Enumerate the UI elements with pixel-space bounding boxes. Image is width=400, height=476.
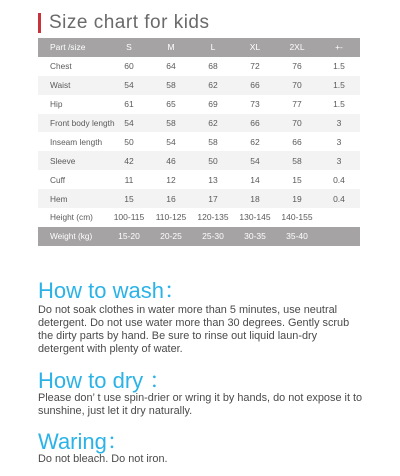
table-cell: 0.4: [333, 193, 345, 204]
table-cell: 70: [292, 80, 302, 91]
table-cell: 54: [166, 136, 176, 147]
table-cell: 60: [124, 61, 134, 72]
table-cell: 0.4: [333, 174, 345, 185]
table-cell: 16: [166, 193, 176, 204]
table-cell: 50: [208, 155, 218, 166]
table-cell: 58: [166, 80, 176, 91]
table-row: [38, 170, 360, 189]
table-cell: 58: [166, 118, 176, 128]
warning-text: Do not bleach. Do not iron.: [38, 453, 168, 465]
table-cell: 61: [124, 99, 134, 110]
table-cell: 50: [124, 136, 134, 147]
table-cell: 100-115: [113, 212, 145, 223]
table-cell: Hip: [50, 99, 63, 110]
table-cell: 3: [336, 155, 342, 166]
table-row: [38, 189, 360, 208]
table-cell: 19: [292, 193, 302, 204]
table-cell: 73: [250, 99, 260, 110]
table-cell: Hem: [50, 193, 68, 204]
table-cell: 12: [166, 174, 176, 185]
column-header: S: [126, 42, 132, 53]
table-cell: 62: [208, 118, 218, 128]
table-cell: 68: [208, 61, 218, 72]
table-cell: Sleeve: [50, 155, 76, 166]
table-cell: 62: [250, 136, 260, 147]
table-cell: 1.5: [333, 80, 345, 91]
table-row: [38, 76, 360, 95]
table-cell: 15: [292, 174, 302, 185]
table-cell: 20-25: [160, 231, 182, 242]
table-cell: 58: [208, 136, 218, 147]
table-header-row: [38, 38, 360, 57]
table-cell: 42: [124, 155, 134, 166]
table-row: [38, 132, 360, 151]
size-table: [38, 38, 360, 246]
table-cell: 58: [292, 155, 302, 166]
table-cell: 130-145: [239, 212, 271, 223]
column-header: 2XL: [289, 42, 305, 53]
table-cell: Chest: [50, 61, 72, 72]
table-cell: 1.5: [333, 99, 345, 110]
table-cell: Height (cm): [50, 212, 93, 223]
table-cell: Cuff: [50, 174, 66, 185]
table-cell: 69: [208, 99, 218, 110]
accent-bar: [38, 13, 41, 33]
column-header: L: [210, 42, 216, 53]
table-cell: 64: [166, 61, 176, 72]
table-cell: [318, 227, 360, 246]
table-cell: 77: [292, 99, 302, 110]
size-chart-title: Size chart for kids: [49, 12, 210, 33]
table-cell: Front body length: [50, 118, 115, 128]
column-header: +-: [335, 42, 343, 53]
table-row: [38, 151, 360, 170]
warning-title: Waring：: [38, 429, 129, 454]
table-cell: 54: [124, 80, 134, 91]
table-cell: 18: [250, 193, 260, 204]
dry-instructions-text: Please don’ t use spin-drier or wring it by hands, do not expose it to sunshine, just let it dry naturally.: [38, 392, 363, 417]
table-cell: 140-155: [281, 212, 313, 223]
table-cell: 25-30: [202, 231, 224, 242]
table-cell: 1.5: [333, 61, 345, 72]
dry-instructions-title: How to dry ：: [38, 368, 172, 393]
wash-instructions-text: Do not soak clothes in water more than 5 minutes, use neutral detergent. Do not use water more than 30 degrees. Gently scrub the dirty parts by hand. Be sure to rinse out liquid laun-dry detergent with plenty of water.: [38, 304, 350, 355]
column-header: XL: [249, 42, 261, 53]
table-cell: 66: [250, 80, 260, 91]
table-cell: 110-125: [155, 212, 187, 223]
table-row: [38, 57, 360, 76]
table-cell: 70: [292, 118, 302, 128]
table-cell: [318, 208, 360, 227]
table-cell: 76: [292, 61, 302, 72]
table-cell: 15-20: [118, 231, 140, 242]
table-cell: 17: [208, 193, 218, 204]
column-header: M: [167, 42, 175, 53]
table-cell: 15: [124, 193, 134, 204]
wash-instructions-title: How to wash：: [38, 278, 186, 303]
size-chart-header: [38, 10, 368, 36]
column-header: Part /size: [50, 42, 86, 53]
table-row: [38, 227, 360, 246]
table-cell: 72: [250, 61, 260, 72]
table-cell: 54: [124, 118, 134, 128]
table-cell: 11: [124, 174, 134, 185]
table-cell: 54: [250, 155, 260, 166]
table-row: [38, 95, 360, 114]
table-cell: Inseam length: [50, 136, 103, 147]
table-cell: 66: [250, 118, 260, 128]
table-cell: 3: [336, 118, 342, 128]
table-row: [38, 208, 360, 227]
table-cell: 3: [336, 136, 342, 147]
table-row: [38, 114, 360, 133]
table-cell: 46: [166, 155, 176, 166]
table-cell: 66: [292, 136, 302, 147]
table-cell: 13: [208, 174, 218, 185]
table-cell: 14: [250, 174, 260, 185]
table-cell: Weight (kg): [50, 231, 93, 242]
table-cell: 120-135: [197, 212, 229, 223]
table-cell: 35-40: [286, 231, 308, 242]
table-cell: 62: [208, 80, 218, 91]
table-cell: Waist: [50, 80, 71, 91]
table-cell: 65: [166, 99, 176, 110]
table-cell: 30-35: [244, 231, 266, 242]
